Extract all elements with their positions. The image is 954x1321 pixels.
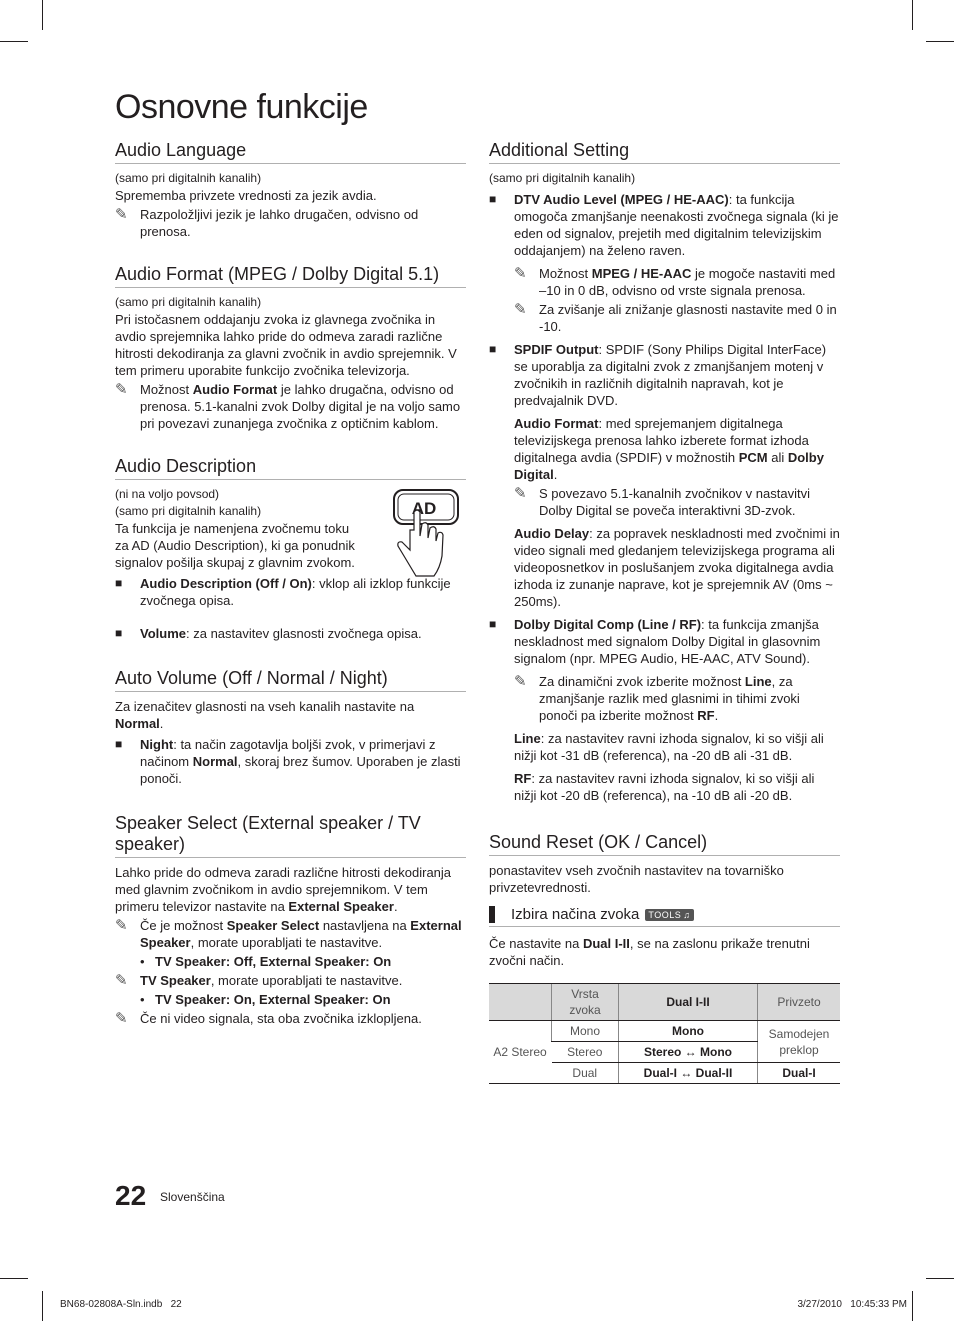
- text: .: [159, 716, 164, 731]
- note: [514, 673, 840, 724]
- ad-button-hand-icon: [386, 486, 466, 578]
- square-bullet-icon: ■: [489, 342, 497, 356]
- section-text: Sprememba privzete vrednosti za jezik avdia.: [115, 188, 377, 203]
- note-text: Možnost: [539, 266, 592, 281]
- footer-datetime: 3/27/2010 10:45:33 PM: [797, 1299, 907, 1310]
- note-text: , za zmanjšanje razlik med glasnimi in tihimi zvoki ponoči pa izberite možnost: [539, 674, 800, 723]
- note-bold: Audio Format: [192, 382, 278, 397]
- section-title: Audio Description: [115, 456, 466, 480]
- crop-mark: [926, 1278, 954, 1279]
- text-bold: External Speaker: [288, 899, 394, 914]
- additional-setting-section: [489, 140, 840, 804]
- dot-text: TV Speaker: On, External Speaker: On: [155, 992, 391, 1007]
- bullet-text: : ta funkcija zmanjša neskladnost med signalom Dolby Digital in glasovnim signalom (npr. MPEG Audio, HE-AAC, ATV Sound).: [514, 617, 821, 666]
- bullet-item: [489, 341, 840, 409]
- bullet-text: , skoraj brez šumov. Uporaben je zlasti ponoči.: [140, 754, 461, 786]
- note-text: Razpoložljivi jezik je lahko drugačen, odvisno od prenosa.: [140, 207, 419, 239]
- note: [514, 265, 840, 299]
- text-bold: Dual I-II: [582, 936, 630, 951]
- rf-text: [514, 770, 840, 804]
- tools-label: TOOLS: [648, 909, 682, 920]
- sound-mode-section: [489, 906, 840, 1084]
- note-bold: RF: [697, 708, 715, 723]
- note: [115, 1010, 466, 1027]
- crop-mark: [42, 0, 43, 30]
- subsection-header: [489, 906, 840, 927]
- table-cell: Mono: [552, 1021, 619, 1042]
- text-bold: Dolby Digital: [514, 450, 824, 482]
- note: [514, 301, 840, 335]
- text: Lahko pride do odmeva zaradi različne hitrosti dekodiranja med glavnim zvočnikom in avdio sprejemnikom. V tem primeru televizor nastavite na: [115, 865, 452, 914]
- section-text: [115, 864, 466, 915]
- pencil-icon: ✎: [514, 301, 527, 318]
- section-subtitle: (samo pri digitalnih kanalih): [489, 171, 636, 185]
- pencil-icon: ✎: [514, 265, 527, 282]
- bullet-text: : ta način zagotavlja boljši zvok, v primerjavi z načinom: [140, 737, 436, 769]
- note-bold: Line: [744, 674, 772, 689]
- note: [115, 381, 466, 432]
- tools-badge: [645, 909, 693, 921]
- pencil-icon: ✎: [115, 1010, 128, 1027]
- note: [115, 917, 466, 951]
- bullet-text: : SPDIF (Sony Philips Digital InterFace) se uporablja za digitalni zvok z zmanjšanjem motenj v zvočnikih in različnih digitalnih napravah, kot je predvajalnik DVD.: [514, 342, 827, 408]
- bullet-text: : vklop ali izklop funkcije zvočnega opisa.: [140, 576, 451, 608]
- page-number: 22: [115, 1180, 147, 1211]
- subsection-title: Izbira načina zvoka: [511, 906, 640, 923]
- text-bold: Line: [514, 731, 541, 746]
- section-subtitle: (samo pri digitalnih kanalih): [115, 504, 262, 518]
- crop-mark: [0, 41, 28, 42]
- text: : med sprejemanjem digitalnega televizijskega prenosa lahko izberete format izhoda digitalnega avdia (SPDIF) v možnostih: [514, 416, 809, 465]
- table-cell: Dual-I ↔ Dual-II: [619, 1063, 758, 1084]
- header-bar: [489, 906, 495, 923]
- bullet-item: [489, 616, 840, 667]
- note-text: Za zvišanje ali znižanje glasnosti nastavite med 0 in -10.: [539, 302, 837, 334]
- section-text: ponastavitev vseh zvočnih nastavitev na tovarniško privzetevrednosti.: [489, 863, 784, 895]
- note: [115, 972, 466, 989]
- note-text: , morate uporabljati te nastavitve.: [190, 935, 383, 950]
- line-text: [514, 730, 840, 764]
- right-column: [489, 140, 840, 1084]
- left-column: [115, 140, 466, 1029]
- pencil-icon: ✎: [115, 917, 128, 934]
- auto-volume-section: [115, 668, 466, 787]
- tools-icon: ♫: [683, 909, 691, 920]
- dot-item: [115, 991, 466, 1008]
- table-row: [489, 1021, 840, 1042]
- note-text: .: [714, 708, 719, 723]
- section-text: Pri istočasnem oddajanju zvoka iz glavnega zvočnika in avdio sprejemnika lahko pride do odmeva zaradi različne hitrosti dekodiranja za glavni zvočnik in avdio sprejemnik. V tem primeru uporabite funkcijo zvočnika televizorja.: [115, 312, 457, 378]
- table-cell-group: A2 Stereo: [489, 1021, 552, 1084]
- section-title: Audio Format (MPEG / Dolby Digital 5.1): [115, 264, 466, 288]
- text: : za nastavitev ravni izhoda signalov, ki so višji ali nižji kot -31 dB (referenca), na -20 dB ali -31 dB.: [514, 731, 824, 763]
- note-text: Če je možnost: [140, 918, 227, 933]
- table-header-row: [489, 984, 840, 1021]
- sound-reset-section: [489, 832, 840, 896]
- audio-language-section: [115, 140, 466, 240]
- text: Če nastavite na: [489, 936, 583, 951]
- text-bold: RF: [514, 771, 532, 786]
- text: ali: [767, 450, 788, 465]
- pencil-icon: ✎: [514, 673, 527, 690]
- section-title: Additional Setting: [489, 140, 840, 164]
- note: [514, 485, 840, 519]
- pencil-icon: ✎: [115, 206, 128, 223]
- language-label: Slovenščina: [160, 1190, 225, 1204]
- indent-block: [489, 265, 840, 335]
- speaker-select-section: [115, 813, 466, 1027]
- dot-bullet-icon: •: [140, 992, 145, 1007]
- table-header-cell: Vrsta zvoka: [552, 984, 619, 1021]
- crop-mark: [912, 1291, 913, 1321]
- square-bullet-icon: ■: [115, 576, 123, 590]
- table-header-cell: Privzeto: [758, 984, 841, 1021]
- table-header-cell: Dual I-II: [619, 984, 758, 1021]
- note: [115, 206, 466, 240]
- pencil-icon: ✎: [514, 485, 527, 502]
- section-title: Auto Volume (Off / Normal / Night): [115, 668, 466, 692]
- crop-mark: [926, 41, 954, 42]
- section-subtitle: (samo pri digitalnih kanalih): [115, 171, 262, 185]
- section-text: [115, 698, 466, 732]
- crop-mark: [0, 1278, 28, 1279]
- note-text: Možnost: [140, 382, 193, 397]
- note-bold: External Speaker: [140, 918, 462, 950]
- pencil-icon: ✎: [115, 972, 128, 989]
- text: .: [553, 467, 558, 482]
- text-bold: Audio Format: [514, 416, 599, 431]
- text-bold: PCM: [738, 450, 768, 465]
- table-cell: Stereo: [552, 1042, 619, 1063]
- note-text: je lahko drugačna, odvisno od prenosa. 5.1-kanalni zvok Dolby digital je na voljo samo pri povezavi zunanjega zvočnika z optičnim kablom.: [140, 382, 461, 431]
- square-bullet-icon: ■: [115, 626, 123, 640]
- dot-bullet-icon: •: [140, 954, 145, 969]
- section-subtitle: (samo pri digitalnih kanalih): [115, 295, 262, 309]
- text: : za popravek neskladnosti med zvočnimi in video signali med gledanjem televizijskega programa ali videoposnetkov in poslušanjem zvoka digitalnega avdia izhoda iz zunanje naprave, kot je sprejemnik AV (0ms ~ 250ms).: [514, 526, 840, 609]
- bullet-item: [115, 575, 466, 609]
- note-bold: MPEG / HE-AAC: [591, 266, 692, 281]
- audio-delay-text: [514, 525, 840, 610]
- note-text: Za dinamični zvok izberite možnost: [539, 674, 745, 689]
- bullet-item: [489, 191, 840, 259]
- crop-mark: [42, 1291, 43, 1321]
- audio-format-section: [115, 264, 466, 432]
- dot-item: [115, 953, 466, 970]
- table-cell: Samodejen preklop: [758, 1021, 841, 1063]
- bullet-bold: Night: [140, 737, 174, 752]
- table-cell: Dual: [552, 1063, 619, 1084]
- audio-description-section: [115, 456, 466, 642]
- note-text: Če ni video signala, sta oba zvočnika izklopljena.: [140, 1011, 422, 1026]
- text: , se na zaslonu prikaže trenutni zvočni način.: [489, 936, 810, 968]
- footer-file: BN68-02808A-Sln.indb 22: [60, 1299, 182, 1310]
- bullet-bold: Volume: [140, 626, 186, 641]
- bullet-text: : za nastavitev glasnosti zvočnega opisa.: [186, 626, 422, 641]
- audio-format-text: [514, 415, 840, 483]
- bullet-bold: SPDIF Output: [514, 342, 599, 357]
- bullet-item: [115, 625, 466, 642]
- pencil-icon: ✎: [115, 381, 128, 398]
- table-header-cell: [489, 984, 552, 1021]
- square-bullet-icon: ■: [115, 737, 123, 751]
- text: Za izenačitev glasnosti na vseh kanalih nastavite na: [115, 699, 415, 714]
- table-cell: Mono: [619, 1021, 758, 1042]
- text: : za nastavitev ravni izhoda signalov, ki so višji ali nižji kot -20 dB (referenca), na -10 dB ali -20 dB.: [514, 771, 815, 803]
- section-title: Sound Reset (OK / Cancel): [489, 832, 840, 856]
- text-bold: Normal: [115, 716, 160, 731]
- text: .: [393, 899, 398, 914]
- bullet-text: : ta funkcija omogoča zmanjšanje neenakosti zvočnega signala (ki je eden od signalov, prejetih med digitalnim televizijskim oddajanjem) na želeno raven.: [514, 192, 839, 258]
- text-bold: Audio Delay: [514, 526, 590, 541]
- crop-mark: [912, 0, 913, 30]
- page-title: Osnovne funkcije: [115, 88, 368, 126]
- ad-label: AD: [411, 499, 437, 518]
- table-cell: Stereo ↔ Mono: [619, 1042, 758, 1063]
- note-bold: Speaker Select: [226, 918, 320, 933]
- indent-block: [489, 673, 840, 804]
- square-bullet-icon: ■: [489, 617, 497, 631]
- section-text: [489, 935, 840, 969]
- dot-text: TV Speaker: Off, External Speaker: On: [155, 954, 392, 969]
- note-bold: TV Speaker: [140, 973, 211, 988]
- bullet-bold: DTV Audio Level (MPEG / HE-AAC): [514, 192, 729, 207]
- note-text: je mogoče nastaviti med –10 in 0 dB, odvisno od vrste signala prenosa.: [539, 266, 836, 298]
- bullet-item: [115, 736, 466, 787]
- section-title: Speaker Select (External speaker / TV speaker): [115, 813, 466, 858]
- section-text: Ta funkcija je namenjena zvočnemu toku za AD (Audio Description), ki ga ponudnik signalov pošilja skupaj z glavnim zvokom.: [115, 521, 355, 570]
- square-bullet-icon: ■: [489, 192, 497, 206]
- table-cell: Dual-I: [758, 1063, 841, 1084]
- note-text: S povezavo 5.1-kanalnih zvočnikov v nastavitvi Dolby Digital se poveča interaktivni 3D-zvok.: [539, 486, 810, 518]
- bullet-bold: Audio Description (Off / On): [140, 576, 312, 591]
- indent-block: [489, 415, 840, 610]
- note-text: , morate uporabljati te nastavitve.: [210, 973, 403, 988]
- section-title: Audio Language: [115, 140, 466, 164]
- section-subtitle: (ni na voljo povsod): [115, 487, 220, 501]
- note-text: nastavljena na: [319, 918, 411, 933]
- bullet-bold: Normal: [192, 754, 238, 769]
- bullet-bold: Dolby Digital Comp (Line / RF): [514, 617, 702, 632]
- sound-mode-table: [489, 983, 840, 1084]
